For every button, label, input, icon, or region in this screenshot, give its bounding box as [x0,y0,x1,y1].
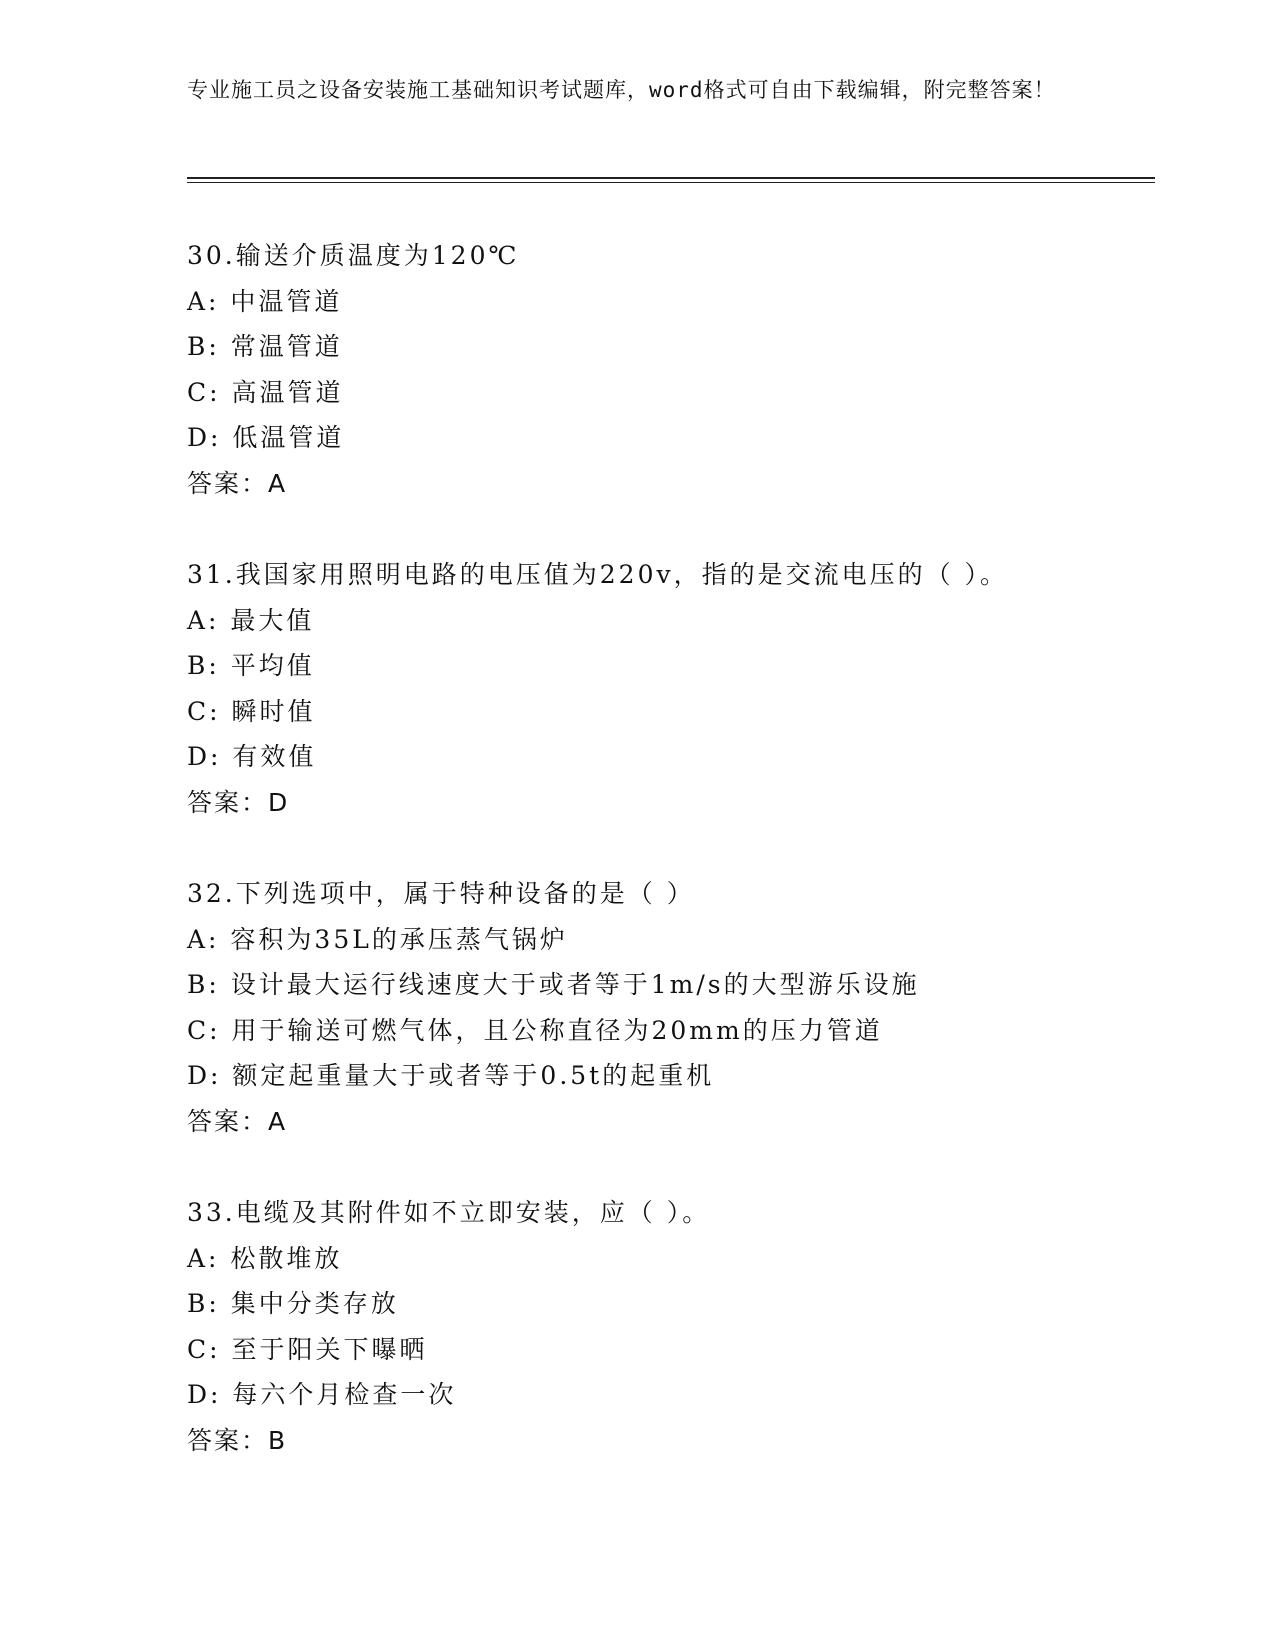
answer-line: 答案：A [187,1106,288,1136]
option-d: D: 额定起重量大于或者等于0.5t的起重机 [187,1061,715,1090]
question-block [187,552,1147,825]
question-block [187,233,1147,506]
option-b: B: 设计最大运行线速度大于或者等于1m/s的大型游乐设施 [187,970,920,999]
option-d: D: 每六个月检查一次 [187,1380,457,1409]
answer-line: 答案：B [187,1425,288,1455]
question-block [187,871,1147,1144]
option-a: A: 松散堆放 [187,1243,343,1273]
header-divider-thin [187,182,1155,183]
option-d: D: 低温管道 [187,423,345,452]
option-c: C: 高温管道 [187,377,344,407]
option-a: A: 最大值 [187,605,315,635]
question-stem: 31.我国家用照明电路的电压值为220v，指的是交流电压的（ ）。 [187,560,1009,589]
question-stem: 30.输送介质温度为120℃ [187,241,520,270]
option-b: B: 集中分类存放 [187,1289,399,1318]
option-b: B: 平均值 [187,651,315,680]
option-c: C: 瞬时值 [187,696,316,726]
question-stem: 32.下列选项中，属于特种设备的是（ ） [187,879,695,908]
answer-line: 答案：D [187,787,290,817]
option-c: C: 用于输送可燃气体，且公称直径为20mm的压力管道 [187,1015,883,1045]
option-a: A: 容积为35L的承压蒸气锅炉 [187,924,568,954]
document-header: 专业施工员之设备安装施工基础知识考试题库，word格式可自由下载编辑，附完整答案！ [187,78,1056,102]
option-b: B: 常温管道 [187,332,343,361]
header-divider [187,177,1155,179]
option-c: C: 至于阳关下曝晒 [187,1334,428,1364]
question-block [187,1190,1147,1463]
question-stem: 33.电缆及其附件如不立即安装，应（ ）。 [187,1198,711,1227]
option-d: D: 有效值 [187,742,317,771]
answer-line: 答案：A [187,468,288,498]
option-a: A: 中温管道 [187,286,343,316]
